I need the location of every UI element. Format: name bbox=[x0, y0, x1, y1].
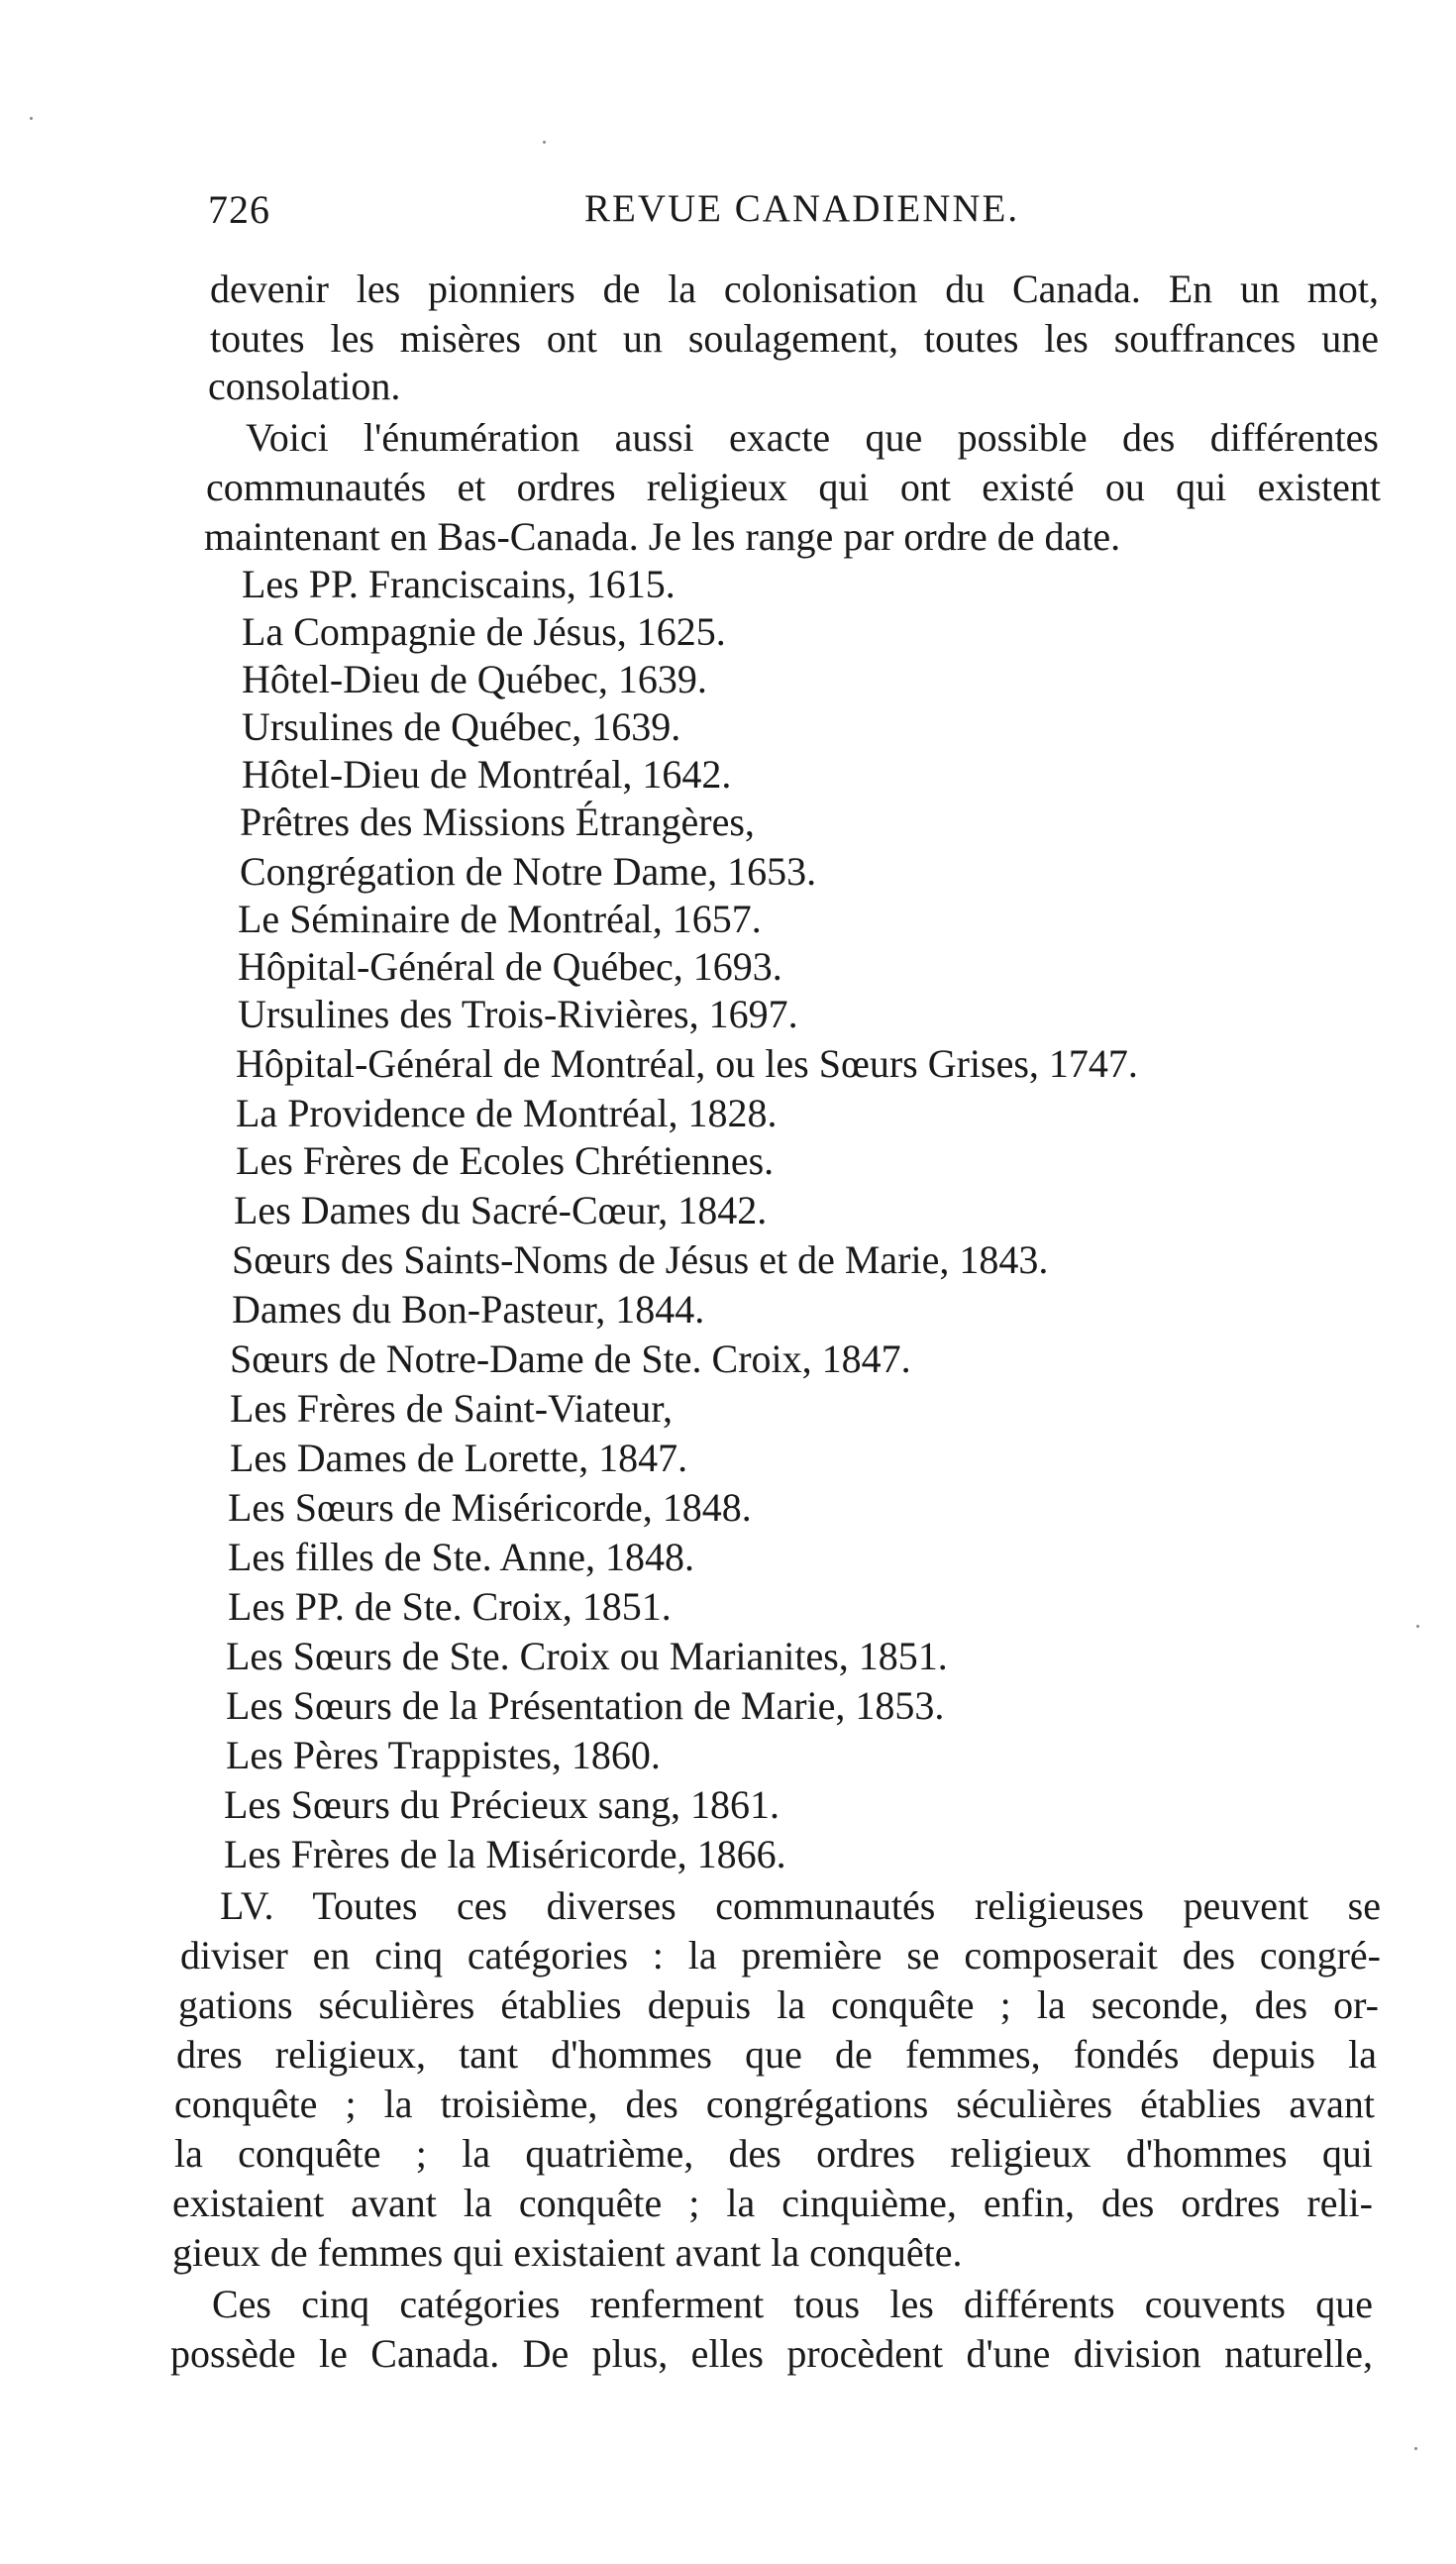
community-item: Prêtres des Missions Étrangères, bbox=[240, 800, 755, 844]
enumeration-intro-line: Voici l'énumération aussi exacte que possible des différentes bbox=[246, 415, 1379, 460]
community-item: Les Frères de la Miséricorde, 1866. bbox=[224, 1832, 786, 1876]
community-item: Les PP. de Ste. Croix, 1851. bbox=[228, 1584, 672, 1629]
community-item: Hôtel-Dieu de Québec, 1639. bbox=[242, 657, 707, 701]
intro-line: toutes les misères ont un soulagement, toutes les souffrances une bbox=[210, 316, 1379, 361]
scan-speck bbox=[1414, 2447, 1417, 2450]
community-item: Ursulines de Québec, 1639. bbox=[242, 704, 681, 749]
enumeration-intro-line: maintenant en Bas-Canada. Je les range par ordre de date. bbox=[204, 514, 1121, 559]
community-item: Les Sœurs de Ste. Croix ou Marianites, 1851. bbox=[226, 1634, 948, 1678]
community-item: Congrégation de Notre Dame, 1653. bbox=[240, 849, 817, 894]
running-title: REVUE CANADIENNE. bbox=[584, 187, 1020, 230]
community-item: Sœurs de Notre-Dame de Ste. Croix, 1847. bbox=[230, 1336, 911, 1381]
scan-speck bbox=[1416, 1625, 1419, 1628]
section-lv-line: dres religieux, tant d'hommes que de femmes, fondés depuis la bbox=[176, 2032, 1377, 2077]
community-item: Le Séminaire de Montréal, 1657. bbox=[238, 897, 762, 941]
community-item: Les filles de Ste. Anne, 1848. bbox=[228, 1535, 695, 1579]
community-item: Les Sœurs de Miséricorde, 1848. bbox=[228, 1485, 752, 1530]
community-item: Sœurs des Saints-Noms de Jésus et de Marie, 1843. bbox=[232, 1237, 1049, 1282]
community-item: La Compagnie de Jésus, 1625. bbox=[242, 609, 726, 654]
enumeration-intro-line: communautés et ordres religieux qui ont existé ou qui existent bbox=[206, 465, 1381, 509]
section-lv-line: gations séculières établies depuis la conquête ; la seconde, des or- bbox=[178, 1982, 1379, 2027]
community-item: Hôtel-Dieu de Montréal, 1642. bbox=[242, 752, 732, 797]
section-lv-line: existaient avant la conquête ; la cinquième, enfin, des ordres reli- bbox=[172, 2181, 1373, 2225]
community-item: Les Sœurs de la Présentation de Marie, 1853. bbox=[226, 1683, 945, 1728]
community-item: Les Frères de Ecoles Chrétiennes. bbox=[236, 1138, 775, 1183]
community-item: Dames du Bon-Pasteur, 1844. bbox=[232, 1287, 705, 1332]
community-item: Les Sœurs du Précieux sang, 1861. bbox=[224, 1782, 780, 1827]
page-header bbox=[208, 186, 1060, 236]
closing-line: Ces cinq catégories renferment tous les différents couvents que bbox=[212, 2282, 1373, 2326]
scan-speck bbox=[543, 141, 546, 144]
community-item: Les Frères de Saint-Viateur, bbox=[230, 1386, 673, 1431]
intro-line: devenir les pionniers de la colonisation du Canada. En un mot, bbox=[210, 267, 1379, 311]
section-lv-line: la conquête ; la quatrième, des ordres religieux d'hommes qui bbox=[174, 2131, 1373, 2176]
community-item: Les PP. Franciscains, 1615. bbox=[242, 562, 676, 606]
community-item: Ursulines des Trois-Rivières, 1697. bbox=[238, 992, 798, 1036]
community-item: Hôpital-Général de Québec, 1693. bbox=[238, 944, 782, 989]
community-item: Les Dames du Sacré-Cœur, 1842. bbox=[234, 1188, 768, 1232]
closing-line: possède le Canada. De plus, elles procèdent d'une division naturelle, bbox=[170, 2331, 1373, 2376]
section-lv-line: diviser en cinq catégories : la première se composerait des congré- bbox=[180, 1933, 1381, 1977]
community-item: La Providence de Montréal, 1828. bbox=[236, 1091, 778, 1135]
community-item: Les Pères Trappistes, 1860. bbox=[226, 1733, 661, 1777]
scan-speck bbox=[30, 117, 33, 120]
community-item: Hôpital-Général de Montréal, ou les Sœurs Grises, 1747. bbox=[236, 1041, 1138, 1086]
section-lv-line: gieux de femmes qui existaient avant la conquête. bbox=[172, 2230, 963, 2275]
community-item: Les Dames de Lorette, 1847. bbox=[230, 1436, 688, 1480]
intro-line: consolation. bbox=[208, 364, 401, 408]
section-lv-line: LV. Toutes ces diverses communautés religieuses peuvent se bbox=[220, 1883, 1381, 1928]
page-number: 726 bbox=[208, 187, 270, 232]
section-lv-line: conquête ; la troisième, des congrégations séculières établies avant bbox=[174, 2082, 1375, 2126]
